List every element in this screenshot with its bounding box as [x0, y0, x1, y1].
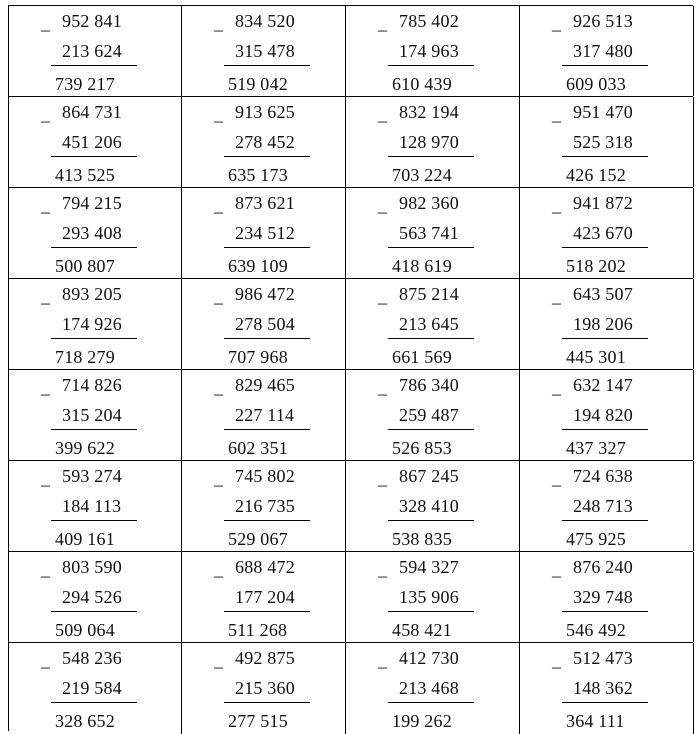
minus-sign: _	[41, 377, 50, 397]
minus-sign: _	[552, 104, 561, 124]
subtrahend: 278 504	[235, 314, 295, 334]
answer-rule	[224, 338, 310, 339]
subtrahend: 198 206	[573, 314, 633, 334]
difference: 437 327	[566, 438, 626, 458]
answer-rule	[51, 65, 137, 66]
subtraction-problem	[182, 552, 346, 642]
subtraction-problem	[9, 188, 182, 278]
answer-rule	[562, 702, 648, 703]
answer-rule	[51, 611, 137, 612]
difference: 199 262	[392, 711, 452, 731]
subtraction-problem	[346, 552, 520, 642]
minus-sign: _	[552, 377, 561, 397]
subtraction-problem	[182, 97, 346, 187]
answer-rule	[51, 520, 137, 521]
difference: 529 067	[228, 529, 288, 549]
subtrahend: 294 526	[62, 587, 122, 607]
difference: 707 968	[228, 347, 288, 367]
subtraction-problem	[520, 370, 694, 460]
answer-rule	[562, 611, 648, 612]
subtraction-problem	[9, 279, 182, 369]
subtrahend: 259 487	[399, 405, 459, 425]
difference: 328 652	[55, 711, 115, 731]
difference: 609 033	[566, 74, 626, 94]
subtrahend: 293 408	[62, 223, 122, 243]
answer-rule	[224, 156, 310, 157]
answer-rule	[388, 429, 474, 430]
minus-sign: _	[214, 650, 223, 670]
minuend: 548 236	[62, 648, 122, 668]
subtrahend: 128 970	[399, 132, 459, 152]
worksheet-row	[9, 279, 693, 370]
difference: 639 109	[228, 256, 288, 276]
difference: 399 622	[55, 438, 115, 458]
minus-sign: _	[378, 377, 387, 397]
answer-rule	[51, 429, 137, 430]
minus-sign: _	[378, 650, 387, 670]
difference: 635 173	[228, 165, 288, 185]
subtrahend: 216 735	[235, 496, 295, 516]
answer-rule	[388, 156, 474, 157]
minus-sign: _	[214, 13, 223, 33]
subtraction-problem	[9, 461, 182, 551]
minus-sign: _	[552, 468, 561, 488]
minus-sign: _	[41, 104, 50, 124]
subtrahend: 328 410	[399, 496, 459, 516]
answer-rule	[562, 156, 648, 157]
minuend: 941 872	[573, 193, 633, 213]
subtraction-problem	[182, 279, 346, 369]
subtraction-problem	[520, 279, 694, 369]
minuend: 803 590	[62, 557, 122, 577]
subtrahend: 213 645	[399, 314, 459, 334]
difference: 509 064	[55, 620, 115, 640]
subtrahend: 525 318	[573, 132, 633, 152]
difference: 661 569	[392, 347, 452, 367]
answer-rule	[388, 65, 474, 66]
worksheet-row	[9, 643, 693, 734]
subtrahend: 317 480	[573, 41, 633, 61]
difference: 518 202	[566, 256, 626, 276]
minuend: 593 274	[62, 466, 122, 486]
minus-sign: _	[41, 468, 50, 488]
subtrahend: 563 741	[399, 223, 459, 243]
answer-rule	[51, 247, 137, 248]
minus-sign: _	[214, 377, 223, 397]
minuend: 876 240	[573, 557, 633, 577]
minuend: 875 214	[399, 284, 459, 304]
answer-rule	[224, 247, 310, 248]
minuend: 745 802	[235, 466, 295, 486]
minus-sign: _	[214, 468, 223, 488]
minus-sign: _	[378, 13, 387, 33]
minuend: 643 507	[573, 284, 633, 304]
difference: 526 853	[392, 438, 452, 458]
answer-rule	[224, 429, 310, 430]
minus-sign: _	[552, 559, 561, 579]
minus-sign: _	[378, 286, 387, 306]
answer-rule	[562, 520, 648, 521]
subtraction-problem	[520, 97, 694, 187]
subtraction-problem	[346, 188, 520, 278]
minuend: 952 841	[62, 11, 122, 31]
worksheet-row	[9, 97, 693, 188]
difference: 538 835	[392, 529, 452, 549]
minus-sign: _	[552, 195, 561, 215]
worksheet-row	[9, 552, 693, 643]
difference: 426 152	[566, 165, 626, 185]
subtrahend: 219 584	[62, 678, 122, 698]
subtraction-problem	[182, 461, 346, 551]
minuend: 492 875	[235, 648, 295, 668]
minus-sign: _	[41, 13, 50, 33]
subtrahend: 194 820	[573, 405, 633, 425]
subtraction-problem	[520, 552, 694, 642]
minus-sign: _	[552, 286, 561, 306]
minuend: 873 621	[235, 193, 295, 213]
minuend: 714 826	[62, 375, 122, 395]
difference: 445 301	[566, 347, 626, 367]
minuend: 594 327	[399, 557, 459, 577]
difference: 413 525	[55, 165, 115, 185]
answer-rule	[388, 702, 474, 703]
difference: 364 111	[566, 711, 625, 731]
subtraction-problem	[346, 370, 520, 460]
minus-sign: _	[378, 559, 387, 579]
difference: 511 268	[228, 620, 288, 640]
difference: 602 351	[228, 438, 288, 458]
minus-sign: _	[552, 650, 561, 670]
minuend: 834 520	[235, 11, 295, 31]
minuend: 512 473	[573, 648, 633, 668]
answer-rule	[388, 247, 474, 248]
subtraction-problem	[9, 552, 182, 642]
subtraction-problem	[346, 461, 520, 551]
subtraction-problem	[520, 461, 694, 551]
subtraction-worksheet-grid	[8, 5, 693, 731]
subtraction-problem	[182, 188, 346, 278]
worksheet-row	[9, 461, 693, 552]
minus-sign: _	[378, 195, 387, 215]
answer-rule	[224, 65, 310, 66]
answer-rule	[388, 520, 474, 521]
minuend: 786 340	[399, 375, 459, 395]
worksheet-row	[9, 188, 693, 279]
answer-rule	[224, 702, 310, 703]
answer-rule	[562, 338, 648, 339]
minuend: 864 731	[62, 102, 122, 122]
minus-sign: _	[214, 559, 223, 579]
subtraction-problem	[182, 643, 346, 734]
answer-rule	[388, 338, 474, 339]
minuend: 794 215	[62, 193, 122, 213]
subtraction-problem	[182, 370, 346, 460]
difference: 277 515	[228, 711, 288, 731]
subtraction-problem	[346, 6, 520, 96]
subtrahend: 174 926	[62, 314, 122, 334]
subtrahend: 213 468	[399, 678, 459, 698]
subtrahend: 215 360	[235, 678, 295, 698]
subtraction-problem	[520, 6, 694, 96]
answer-rule	[562, 247, 648, 248]
subtraction-problem	[520, 188, 694, 278]
minuend: 951 470	[573, 102, 633, 122]
subtrahend: 248 713	[573, 496, 633, 516]
minus-sign: _	[41, 195, 50, 215]
subtrahend: 315 478	[235, 41, 295, 61]
difference: 610 439	[392, 74, 452, 94]
minuend: 832 194	[399, 102, 459, 122]
minuend: 982 360	[399, 193, 459, 213]
subtrahend: 423 670	[573, 223, 633, 243]
minus-sign: _	[41, 559, 50, 579]
minuend: 893 205	[62, 284, 122, 304]
worksheet-row	[9, 370, 693, 461]
subtrahend: 213 624	[62, 41, 122, 61]
subtraction-problem	[9, 97, 182, 187]
difference: 519 042	[228, 74, 288, 94]
answer-rule	[562, 429, 648, 430]
minuend: 986 472	[235, 284, 295, 304]
answer-rule	[51, 702, 137, 703]
answer-rule	[224, 611, 310, 612]
subtraction-problem	[520, 643, 694, 734]
minuend: 688 472	[235, 557, 295, 577]
minuend: 412 730	[399, 648, 459, 668]
minuend: 867 245	[399, 466, 459, 486]
difference: 458 421	[392, 620, 452, 640]
subtrahend: 451 206	[62, 132, 122, 152]
subtrahend: 184 113	[62, 496, 122, 516]
minus-sign: _	[214, 195, 223, 215]
subtraction-problem	[9, 643, 182, 734]
subtrahend: 148 362	[573, 678, 633, 698]
minus-sign: _	[41, 650, 50, 670]
subtrahend: 135 906	[399, 587, 459, 607]
answer-rule	[51, 338, 137, 339]
difference: 500 807	[55, 256, 115, 276]
subtraction-problem	[346, 643, 520, 734]
difference: 475 925	[566, 529, 626, 549]
minuend: 926 513	[573, 11, 633, 31]
subtrahend: 315 204	[62, 405, 122, 425]
minuend: 785 402	[399, 11, 459, 31]
subtrahend: 234 512	[235, 223, 295, 243]
difference: 718 279	[55, 347, 115, 367]
subtrahend: 174 963	[399, 41, 459, 61]
subtraction-problem	[346, 97, 520, 187]
subtraction-problem	[182, 6, 346, 96]
minus-sign: _	[41, 286, 50, 306]
subtrahend: 278 452	[235, 132, 295, 152]
subtrahend: 227 114	[235, 405, 295, 425]
answer-rule	[224, 520, 310, 521]
subtraction-problem	[346, 279, 520, 369]
minus-sign: _	[214, 104, 223, 124]
subtraction-problem	[9, 6, 182, 96]
minus-sign: _	[214, 286, 223, 306]
minuend: 913 625	[235, 102, 295, 122]
subtrahend: 329 748	[573, 587, 633, 607]
worksheet-row	[9, 6, 693, 97]
minuend: 724 638	[573, 466, 633, 486]
subtrahend: 177 204	[235, 587, 295, 607]
minuend: 829 465	[235, 375, 295, 395]
answer-rule	[562, 65, 648, 66]
answer-rule	[388, 611, 474, 612]
subtraction-problem	[9, 370, 182, 460]
answer-rule	[51, 156, 137, 157]
difference: 409 161	[55, 529, 115, 549]
difference: 546 492	[566, 620, 626, 640]
minuend: 632 147	[573, 375, 633, 395]
minus-sign: _	[552, 13, 561, 33]
difference: 739 217	[55, 74, 115, 94]
difference: 703 224	[392, 165, 452, 185]
minus-sign: _	[378, 468, 387, 488]
minus-sign: _	[378, 104, 387, 124]
difference: 418 619	[392, 256, 452, 276]
